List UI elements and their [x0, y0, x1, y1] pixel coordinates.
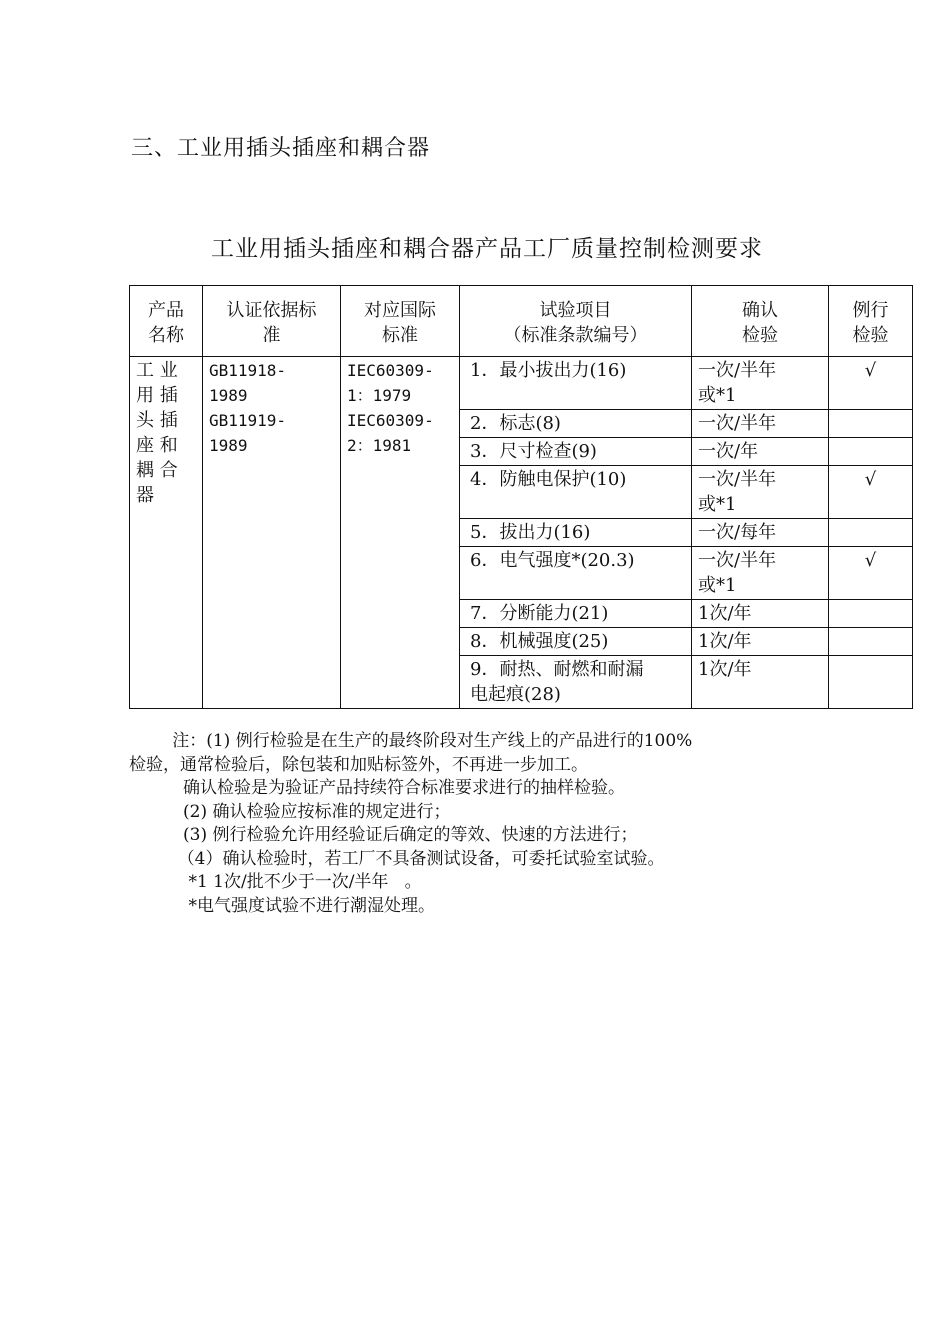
table-row — [130, 357, 913, 410]
routine-check-cell — [829, 410, 913, 438]
header-international-standard: 对应国际 标准 — [341, 286, 460, 357]
note-line: (3) 例行检验允许用经验证后确定的等效、快速的方法进行； — [129, 825, 638, 845]
header-test-items: 试验项目 （标准条款编号） — [460, 286, 692, 357]
confirmation-frequency-cell: 1次/年 — [692, 656, 829, 709]
notes-section — [129, 730, 869, 918]
confirmation-frequency-cell: 1次/年 — [692, 600, 829, 628]
confirmation-frequency-cell: 一次/年 — [692, 438, 829, 466]
test-item-cell: 8．机械强度(25) — [460, 628, 692, 656]
confirmation-frequency-cell: 一次/每年 — [692, 519, 829, 547]
note-line: 检验，通常检验后，除包装和加贴标签外，不再进一步加工。 — [129, 754, 588, 775]
confirmation-frequency-cell: 一次/半年 — [692, 410, 829, 438]
note-line: *1 1次/批不少于一次/半年 。 — [129, 872, 422, 892]
header-product-name: 产品 名称 — [130, 286, 203, 357]
header-routine-inspection: 例行 检验 — [829, 286, 913, 357]
test-item-cell: 6．电气强度*(20.3) — [460, 547, 692, 600]
confirmation-frequency-cell: 一次/半年 或*1 — [692, 466, 829, 519]
routine-check-cell: √ — [829, 466, 913, 519]
confirmation-frequency-cell: 1次/年 — [692, 628, 829, 656]
note-line: *电气强度试验不进行潮湿处理。 — [129, 895, 435, 916]
note-line: 确认检验是为验证产品持续符合标准要求进行的抽样检验。 — [129, 778, 626, 798]
routine-check-cell — [829, 628, 913, 656]
routine-check-cell — [829, 656, 913, 709]
inspection-requirements-table — [129, 285, 913, 709]
routine-check-cell: √ — [829, 547, 913, 600]
section-heading: 三、工业用插头插座和耦合器 — [131, 136, 431, 161]
note-line: (2) 确认检验应按标准的规定进行； — [129, 801, 451, 822]
confirmation-frequency-cell: 一次/半年 或*1 — [692, 357, 829, 410]
test-item-cell: 7．分断能力(21) — [460, 600, 692, 628]
table-header-row — [130, 286, 913, 357]
test-item-cell: 1．最小拔出力(16) — [460, 357, 692, 410]
note-line: （4）确认检验时，若工厂不具备测试设备，可委托试验室试验。 — [129, 848, 665, 869]
note-line: 注：(1) 例行检验是在生产的最终阶段对生产线上的产品进行的100% — [129, 731, 693, 751]
product-name-cell: 工 业 用 插 头 插 座 和 耦 合 器 — [130, 357, 203, 709]
routine-check-cell — [829, 438, 913, 466]
document-title: 工业用插头插座和耦合器产品工厂质量控制检测要求 — [211, 236, 763, 262]
confirmation-frequency-cell: 一次/半年 或*1 — [692, 547, 829, 600]
international-standard-cell: IEC60309- 1：1979 IEC60309- 2：1981 — [341, 357, 460, 709]
test-item-cell: 9．耐热、耐燃和耐漏 电起痕(28) — [460, 656, 692, 709]
test-item-cell: 2．标志(8) — [460, 410, 692, 438]
header-certification-basis: 认证依据标 准 — [203, 286, 341, 357]
header-confirmation-inspection: 确认 检验 — [692, 286, 829, 357]
certification-basis-cell: GB11918- 1989 GB11919- 1989 — [203, 357, 341, 709]
routine-check-cell — [829, 519, 913, 547]
test-item-cell: 3．尺寸检查(9) — [460, 438, 692, 466]
test-item-cell: 5．拔出力(16) — [460, 519, 692, 547]
routine-check-cell — [829, 600, 913, 628]
test-item-cell: 4．防触电保护(10) — [460, 466, 692, 519]
routine-check-cell: √ — [829, 357, 913, 410]
